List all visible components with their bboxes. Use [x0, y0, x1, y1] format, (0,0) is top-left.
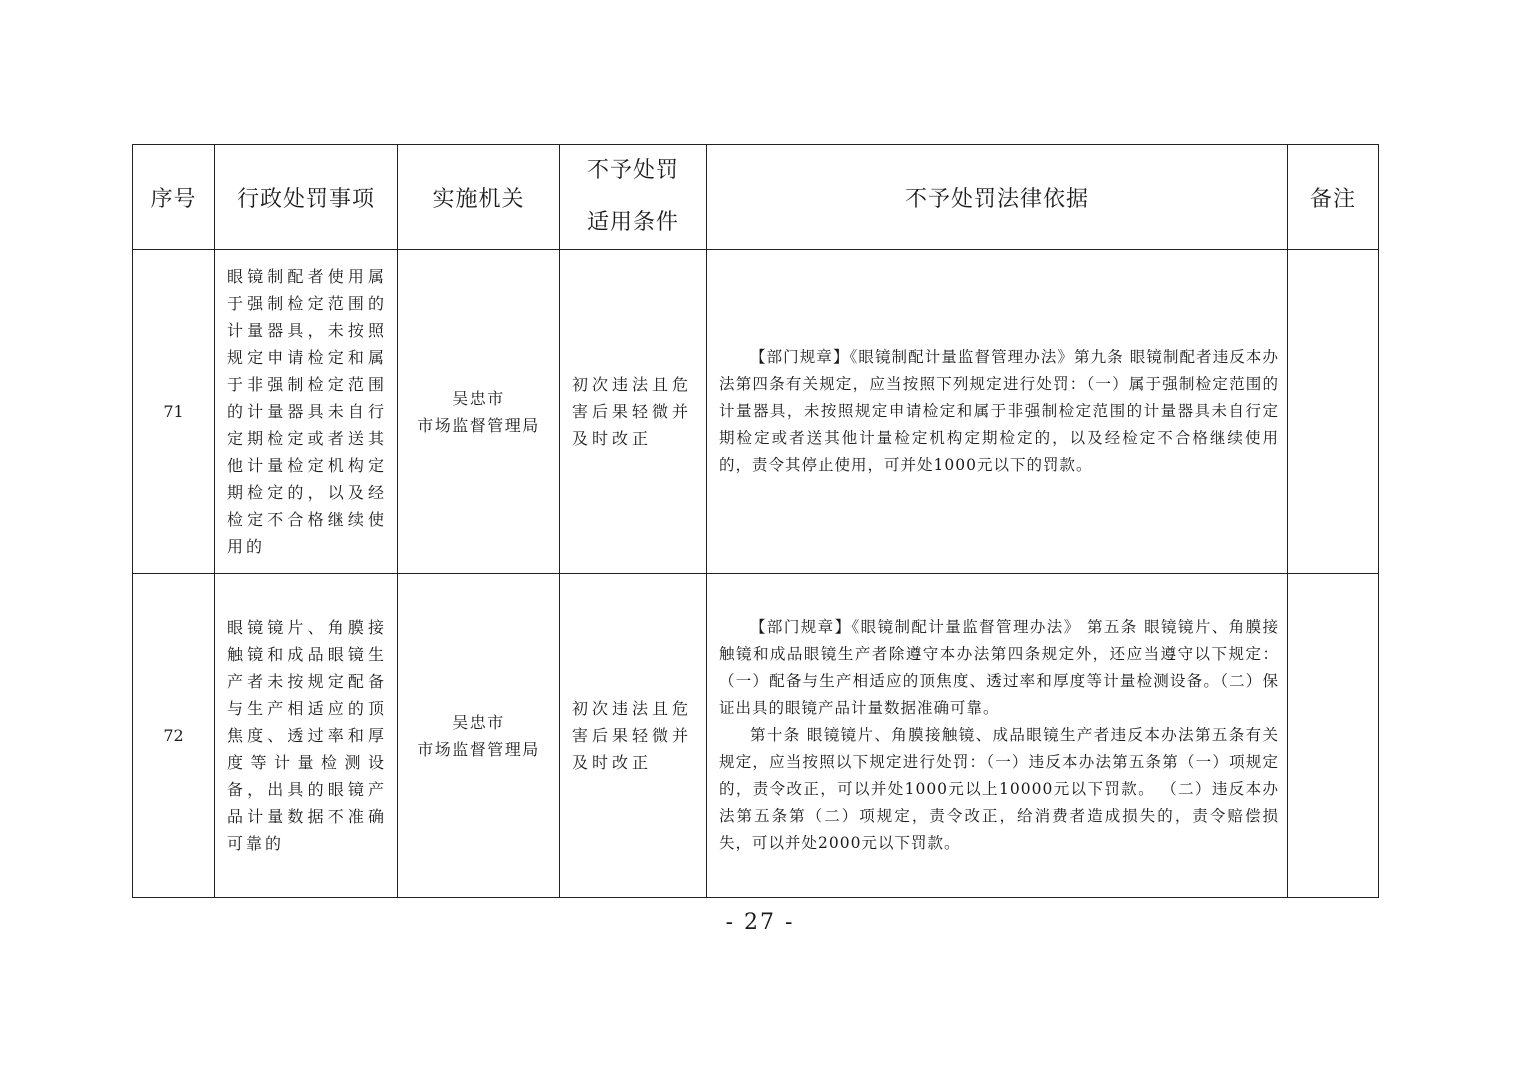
row-number: 72: [133, 574, 215, 898]
header-basis: 不予处罚法律依据: [707, 145, 1288, 250]
legal-basis-paragraph: 【部门规章】《眼镜制配计量监督管理办法》第九条 眼镜制配者违反本办法第四条有关规定，应当按照下列规定进行处罚：（一）属于强制检定范围的计量器具，未按照规定申请检定和属于非强制检定范围的计量器具未自行定期检定或者送其他计量检定机构定期检定的，以及经检定不合格继续使用的，责令其停止使用，可并处1000元以下的罚款。: [719, 348, 1279, 474]
agency-line1: 吴忠市: [452, 712, 505, 732]
header-condition: [560, 145, 707, 250]
table-row: [133, 574, 1379, 898]
penalty-table: [132, 144, 1379, 898]
remark: [1288, 250, 1379, 574]
table-row: [133, 250, 1379, 574]
penalty-item: 眼镜制配者使用属于强制检定范围的计量器具，未按照规定申请检定和属于非强制检定范围的计量器具未自行定期检定或者送其他计量检定机构定期检定的，以及经检定不合格继续使用的: [215, 250, 398, 574]
legal-basis: [707, 250, 1288, 574]
remark: [1288, 574, 1379, 898]
agency-line1: 吴忠市: [452, 388, 505, 408]
exemption-condition: 初次违法且危害后果轻微并及时改正: [560, 250, 707, 574]
legal-basis-paragraph: 第十条 眼镜镜片、角膜接触镜、成品眼镜生产者违反本办法第五条有关规定，应当按照以下规定进行处罚：（一）违反本办法第五条第（一）项规定的，责令改正，可以并处1000元以上10000元以下罚款。 （二）违反本办法第五条第（二）项规定，责令改正，给消费者造成损失的，责令赔偿损失，可以并处2000元以下罚款。: [719, 726, 1279, 852]
agency-line2: 市场监督管理局: [417, 415, 540, 435]
header-org: 实施机关: [398, 145, 560, 250]
implementing-agency: [398, 574, 560, 898]
implementing-agency: [398, 250, 560, 574]
header-condition-line2: 适用条件: [586, 210, 679, 235]
row-number: 71: [133, 250, 215, 574]
legal-basis-paragraph: 【部门规章】《眼镜制配计量监督管理办法》 第五条 眼镜镜片、角膜接触镜和成品眼镜生产者除遵守本办法第四条规定外，还应当遵守以下规定：（一）配备与生产相适应的顶焦度、透过率和厚度等计量检测设备。（二）保证出具的眼镜产品计量数据准确可靠。: [719, 618, 1279, 717]
header-no: 序号: [133, 145, 215, 250]
agency-line2: 市场监督管理局: [417, 739, 540, 759]
header-note: 备注: [1288, 145, 1379, 250]
header-item: 行政处罚事项: [215, 145, 398, 250]
legal-basis: [707, 574, 1288, 898]
table-header-row: [133, 145, 1379, 250]
header-condition-line1: 不予处罚: [586, 158, 679, 183]
page-number: - 27 -: [725, 910, 795, 935]
exemption-condition: 初次违法且危害后果轻微并及时改正: [560, 574, 707, 898]
penalty-item: 眼镜镜片、角膜接触镜和成品眼镜生产者未按规定配备与生产相适应的顶焦度、透过率和厚度等计量检测设备，出具的眼镜产品计量数据不准确可靠的: [215, 574, 398, 898]
